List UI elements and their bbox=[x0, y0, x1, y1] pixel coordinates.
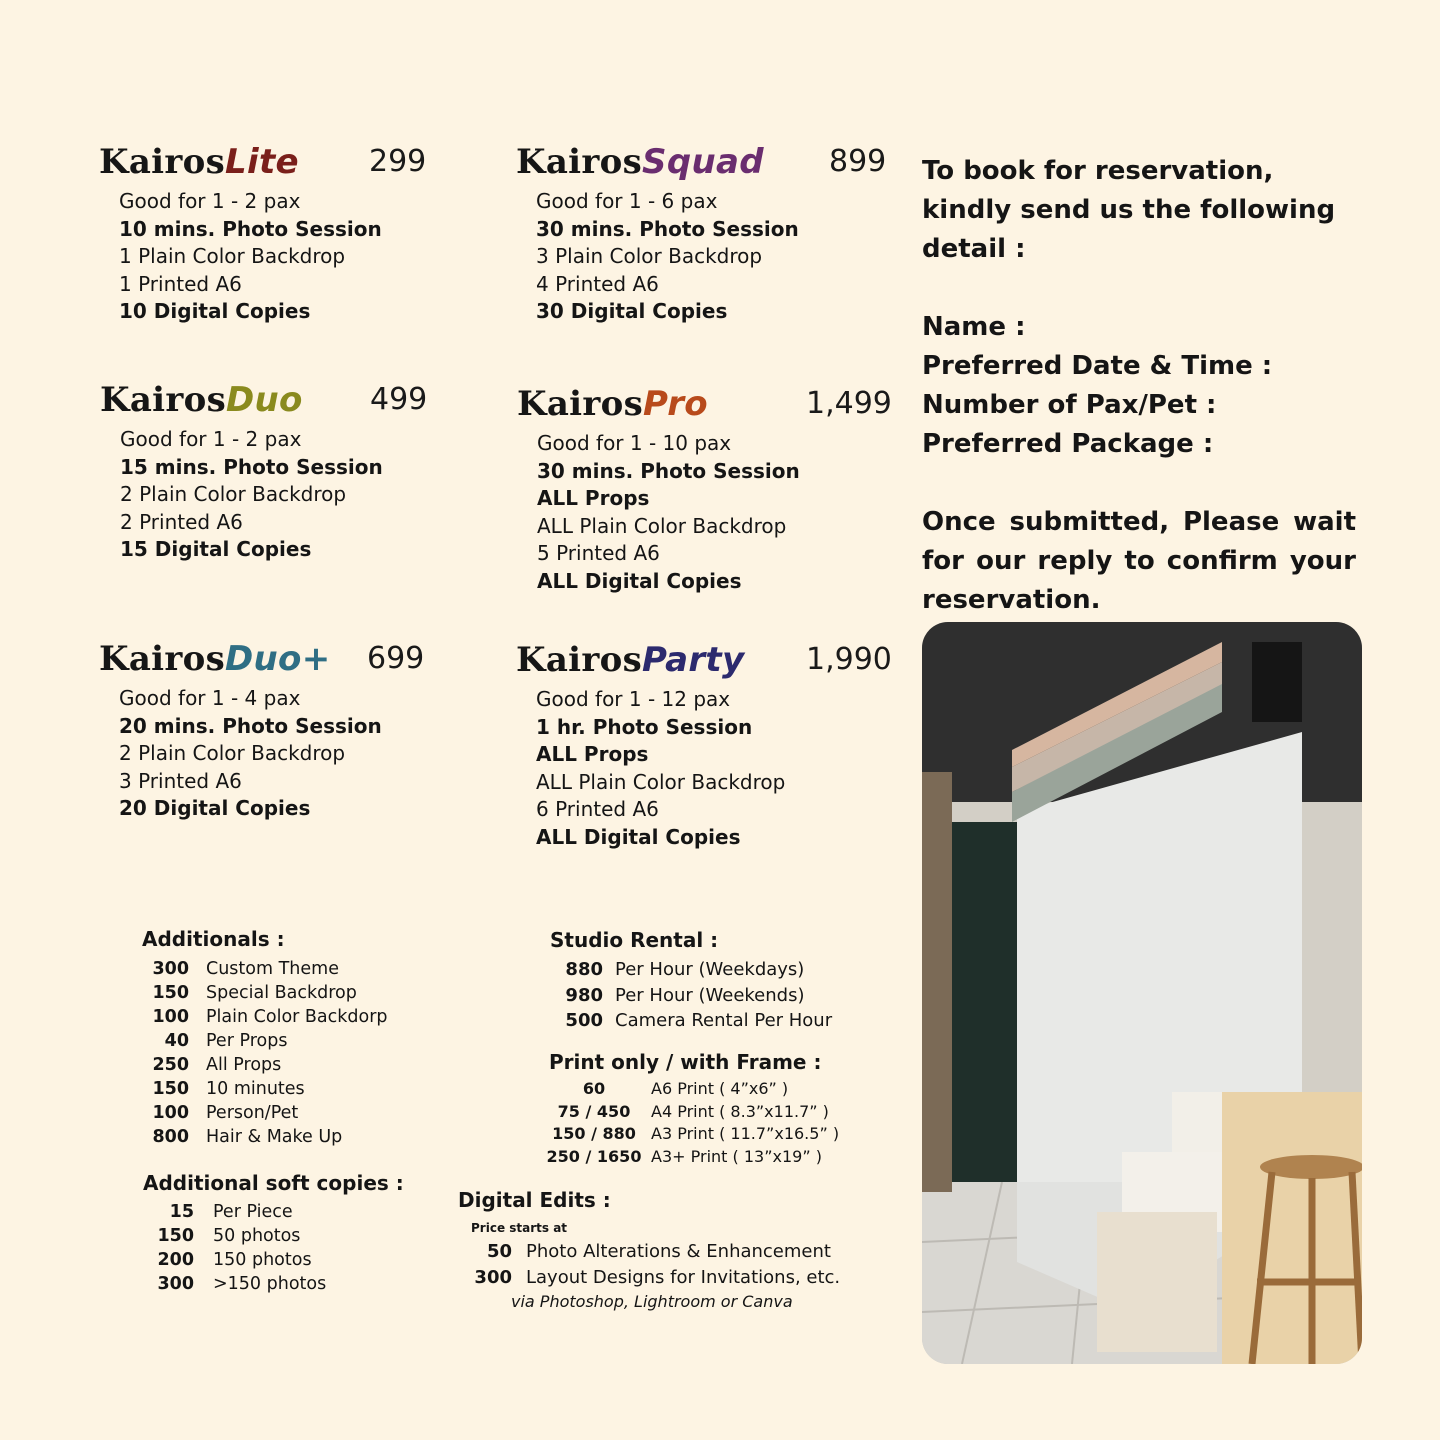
package-line: 4 Printed A6 bbox=[536, 271, 659, 296]
soft-copies-title: Additional soft copies : bbox=[143, 1171, 404, 1195]
soft-copies-list bbox=[149, 1200, 326, 1296]
studio-photo bbox=[922, 622, 1362, 1364]
package-price: 499 bbox=[370, 382, 428, 417]
package-line: 15 mins. Photo Session bbox=[120, 454, 383, 479]
list-item: 40 Per Props bbox=[164, 1031, 288, 1051]
package-line: ALL Props bbox=[537, 486, 650, 511]
package-line: ALL Props bbox=[536, 742, 649, 767]
package-line: Good for 1 - 6 pax bbox=[536, 189, 718, 213]
list-item: 150 Special Backdrop bbox=[152, 983, 357, 1003]
additionals-list bbox=[144, 957, 388, 1149]
list-item: 150 50 photos bbox=[157, 1226, 301, 1246]
package-price: 1,990 bbox=[806, 642, 892, 677]
list-item: 60 A6 Print ( 4”x6” ) bbox=[582, 1079, 789, 1098]
package-price: 299 bbox=[369, 144, 427, 179]
package-line: ALL Digital Copies bbox=[536, 824, 741, 849]
additionals-title: Additionals : bbox=[142, 927, 285, 951]
list-item: 100 Person/Pet bbox=[152, 1103, 299, 1123]
list-item: 980 Per Hour (Weekends) bbox=[565, 984, 805, 1006]
package-duo-plus bbox=[99, 641, 439, 823]
package-price: 1,499 bbox=[806, 386, 892, 421]
package-name: KairosPro bbox=[517, 384, 708, 424]
package-pro bbox=[517, 384, 892, 596]
package-name: KairosSquad bbox=[516, 142, 764, 182]
list-item: 800 Hair & Make Up bbox=[152, 1127, 343, 1147]
list-item: 100 Plain Color Backdorp bbox=[152, 1007, 388, 1027]
package-line: Good for 1 - 10 pax bbox=[537, 431, 732, 455]
package-line: ALL Plain Color Backdrop bbox=[536, 769, 786, 794]
list-item: 250 / 1650 A3+ Print ( 13”x19” ) bbox=[546, 1146, 822, 1166]
list-item: 300 Custom Theme bbox=[152, 959, 339, 979]
studio-rental-title: Studio Rental : bbox=[550, 928, 719, 952]
package-name: KairosParty bbox=[516, 640, 745, 680]
package-line: 30 mins. Photo Session bbox=[537, 458, 800, 483]
package-line: 5 Printed A6 bbox=[537, 541, 660, 566]
package-duo bbox=[100, 382, 440, 564]
package-line: 20 Digital Copies bbox=[119, 796, 311, 821]
package-line: 30 mins. Photo Session bbox=[536, 216, 799, 241]
list-item: 300 >150 photos bbox=[157, 1274, 327, 1294]
list-item: 15 Per Piece bbox=[169, 1202, 293, 1222]
package-line: 1 Plain Color Backdrop bbox=[119, 244, 346, 269]
list-item: 75 / 450 A4 Print ( 8.3”x11.7” ) bbox=[557, 1101, 829, 1121]
package-line: 6 Printed A6 bbox=[536, 797, 659, 822]
booking-field-pax: Number of Pax/Pet : bbox=[922, 390, 1217, 420]
list-item: 500 Camera Rental Per Hour bbox=[565, 1010, 833, 1031]
list-item: 250 All Props bbox=[152, 1055, 282, 1075]
list-item: 150 / 880 A3 Print ( 11.7”x16.5” ) bbox=[552, 1124, 840, 1144]
package-line: 1 hr. Photo Session bbox=[536, 714, 753, 739]
list-item: 50 Photo Alterations & Enhancement bbox=[486, 1241, 831, 1262]
package-line: Good for 1 - 12 pax bbox=[536, 687, 731, 711]
package-line: 15 Digital Copies bbox=[120, 537, 312, 562]
booking-intro: To book for reservation, kindly send us the following detail : bbox=[922, 156, 1336, 264]
package-price: 699 bbox=[367, 641, 425, 676]
package-name: KairosDuo+ bbox=[99, 639, 331, 679]
digital-edits-list bbox=[472, 1239, 840, 1291]
package-line: Good for 1 - 2 pax bbox=[120, 427, 302, 451]
print-only-title: Print only / with Frame : bbox=[549, 1050, 822, 1074]
package-lite bbox=[99, 144, 439, 326]
booking-outro: Once submitted, Please wait for our reply to confirm your reservation. bbox=[922, 507, 1356, 615]
package-party bbox=[516, 640, 892, 852]
print-only-list bbox=[544, 1078, 839, 1168]
package-line: 2 Plain Color Backdrop bbox=[119, 741, 346, 766]
list-item: 200 150 photos bbox=[157, 1250, 312, 1270]
package-line: Good for 1 - 2 pax bbox=[119, 189, 301, 213]
list-item: 150 10 minutes bbox=[152, 1079, 305, 1099]
package-line: 2 Printed A6 bbox=[120, 509, 243, 534]
package-name: KairosLite bbox=[99, 142, 299, 182]
booking-instructions bbox=[922, 152, 1356, 620]
package-line: 20 mins. Photo Session bbox=[119, 713, 382, 738]
package-price: 899 bbox=[829, 144, 887, 179]
package-line: 1 Printed A6 bbox=[119, 271, 242, 296]
package-line: 10 Digital Copies bbox=[119, 299, 311, 324]
digital-edits-footer: via Photoshop, Lightroom or Canva bbox=[511, 1292, 793, 1311]
package-line: 30 Digital Copies bbox=[536, 299, 728, 324]
booking-field-name: Name : bbox=[922, 312, 1026, 342]
list-item: 300 Layout Designs for Invitations, etc. bbox=[474, 1267, 841, 1288]
booking-field-package: Preferred Package : bbox=[922, 429, 1214, 459]
studio-rental-list bbox=[560, 957, 832, 1034]
package-line: 10 mins. Photo Session bbox=[119, 216, 382, 241]
package-line: 3 Printed A6 bbox=[119, 768, 242, 793]
package-squad bbox=[516, 142, 887, 326]
package-line: 3 Plain Color Backdrop bbox=[536, 244, 763, 269]
package-line: 2 Plain Color Backdrop bbox=[120, 482, 347, 507]
digital-edits-title: Digital Edits : bbox=[458, 1188, 611, 1212]
booking-field-date: Preferred Date & Time : bbox=[922, 351, 1273, 381]
digital-edits-note: Price starts at bbox=[471, 1221, 568, 1235]
package-line: ALL Digital Copies bbox=[537, 568, 742, 593]
package-line: ALL Plain Color Backdrop bbox=[537, 513, 787, 538]
list-item: 880 Per Hour (Weekdays) bbox=[565, 959, 805, 980]
package-line: Good for 1 - 4 pax bbox=[119, 686, 301, 710]
package-name: KairosDuo bbox=[100, 380, 303, 420]
